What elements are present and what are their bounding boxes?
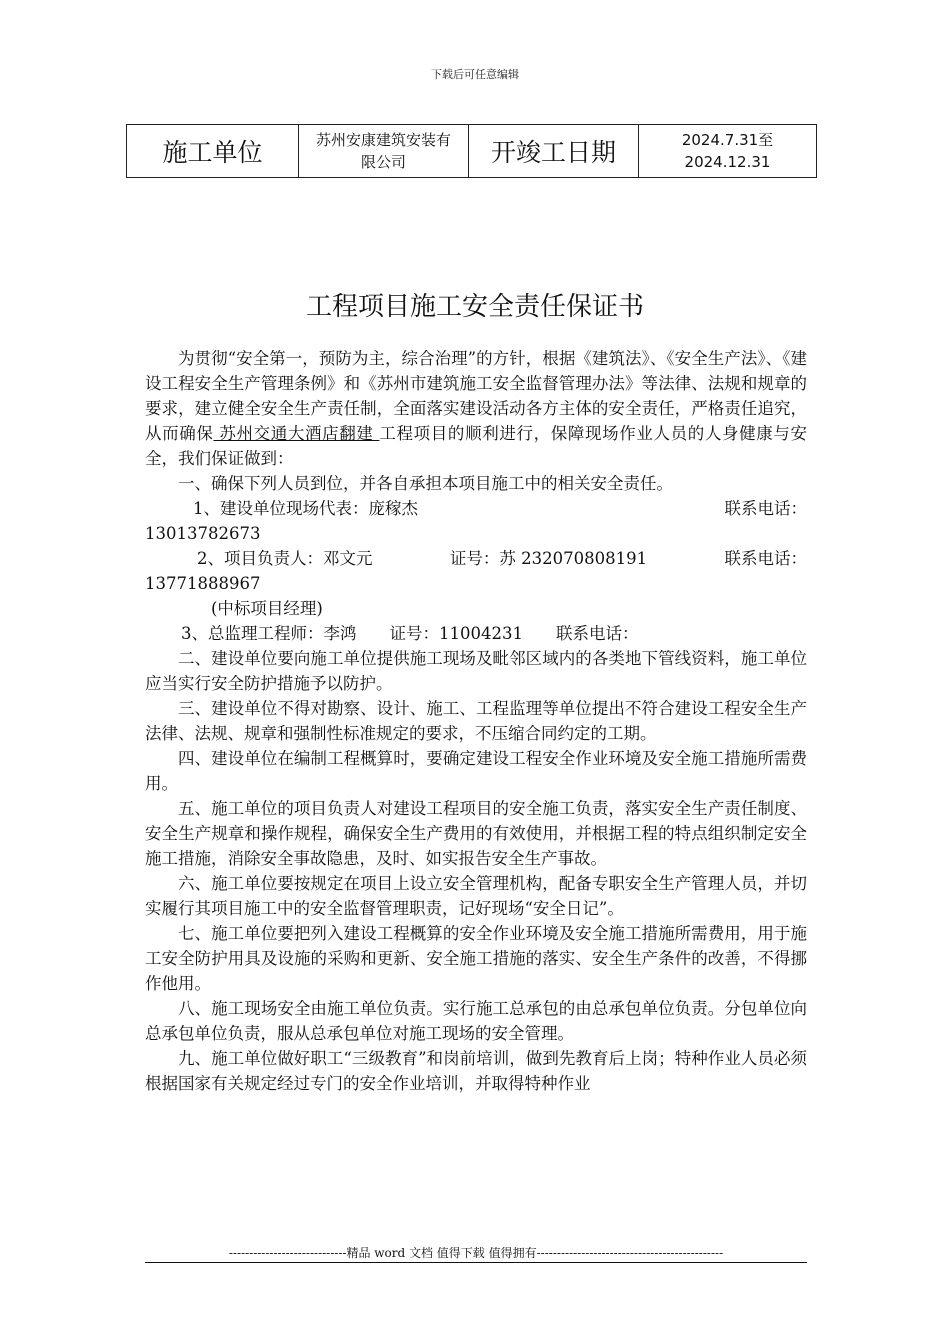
project-leader-phone: 13771888967 [145, 574, 261, 593]
person-1-row [145, 496, 807, 521]
document-title: 工程项目施工安全责任保证书 [305, 292, 644, 322]
item-7: 七、施工单位要把列入建设工程概算的安全作业环境及安全施工措施所需费用，用于施工安全防护用具及设施的采购和更新、安全施工措施的落实、安全生产条件的改善，不得挪作他用。 [145, 924, 807, 993]
site-rep-phone: 13013782673 [145, 524, 261, 543]
item-5: 五、施工单位的项目负责人对建设工程项目的安全施工负责，落实安全生产责任制度、安全生产规章和操作规程，确保安全生产费用的有效使用，并根据工程的特点组织制定安全施工措施，消除安全事故隐患，及时、如实报告安全生产事故。 [145, 799, 807, 868]
project-leader-note: (中标项目经理) [211, 599, 323, 618]
person-3-row: 3、总监理工程师：李鸿 证号：11004231 联系电话： [181, 624, 639, 643]
item-3: 三、建设单位不得对勘察、设计、施工、工程监理等单位提出不符合建设工程安全生产法律、法规、规章和强制性标准规定的要求，不压缩合同约定的工期。 [145, 699, 807, 743]
project-leader-phone-label: 联系电话： [724, 549, 807, 568]
site-rep: 1、建设单位现场代表：庞稼杰 [193, 499, 418, 518]
site-rep-phone-label: 联系电话： [724, 499, 807, 518]
item-2: 二、建设单位要向施工单位提供施工现场及毗邻区域内的各类地下管线资料，施工单位应当实行安全防护措施予以防护。 [145, 649, 807, 693]
info-table [126, 124, 817, 178]
footer-text: -----------------------------精品 word 文档 值得下载 值得拥有---------------------------------------------- [228, 1246, 724, 1260]
item-1: 一、确保下列人员到位，并各自承担本项目施工中的相关安全责任。 [178, 474, 673, 493]
footer-rule [145, 1262, 807, 1263]
person-2-row [145, 546, 807, 571]
header-note: 下载后可任意编辑 [431, 68, 519, 81]
schedule-label: 开竣工日期 [469, 125, 639, 178]
item-4: 四、建设单位在编制工程概算时，要确定建设工程安全作业环境及安全施工措施所需费用。 [145, 749, 807, 793]
item-9: 九、施工单位做好职工“三级教育”和岗前培训，做到先教育后上岗；特种作业人员必须根据国家有关规定经过专门的安全作业培训，并取得特种作业 [145, 1049, 807, 1093]
schedule-value [639, 125, 817, 178]
construction-unit-value: 苏州安康建筑安装有限公司 [299, 125, 469, 178]
project-name: 苏州交通大酒店翻建 [213, 424, 380, 443]
item-8: 八、施工现场安全由施工单位负责。实行施工总承包的由总承包单位负责。分包单位向总承包单位负责，服从总承包单位对施工现场的安全管理。 [145, 999, 807, 1043]
document-body [145, 346, 807, 1096]
date-start: 2024.7.31至 [681, 131, 774, 149]
item-6: 六、施工单位要按规定在项目上设立安全管理机构，配备专职安全生产管理人员，并切实履行其项目施工中的安全监督管理职责，记好现场“安全日记”。 [145, 874, 807, 918]
construction-unit-label: 施工单位 [127, 125, 299, 178]
intro-paragraph: 为贯彻“安全第一，预防为主，综合治理”的方针，根据《建筑法》、《安全生产法》、《建设工程安全生产管理条例》和《苏州市建筑施工安全监督管理办法》等法律、法规和规章的要求，建立健全安全生产责任制，全面落实建设活动各方主体的安全责任，严格责任追究，从而确保 苏州交通大酒店翻建 工程项目的顺利进行，保障现场作业人员的人身健康与安全，我们保证做到： [145, 349, 807, 468]
date-end: 2024.12.31 [684, 153, 771, 171]
project-leader: 2、项目负责人：邓文元 [197, 549, 373, 568]
project-leader-cert: 证号：苏 232070808191 [449, 549, 648, 568]
